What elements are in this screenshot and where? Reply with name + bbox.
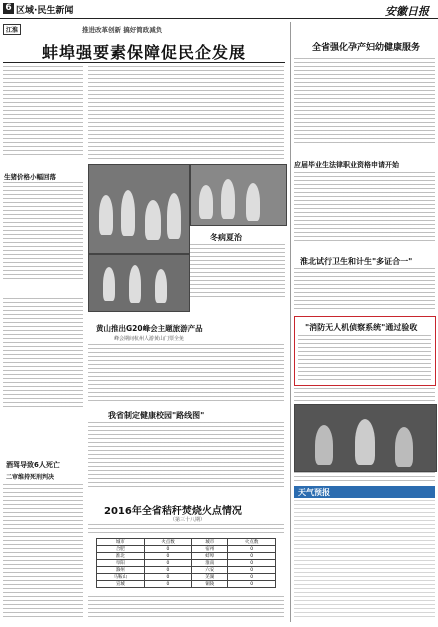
weather-title: 天气预报 xyxy=(298,488,330,497)
photo-caption xyxy=(190,244,285,300)
table-cell: 0 xyxy=(228,567,276,574)
table-cell: 蚌埠 xyxy=(192,553,228,560)
right-top-headline: 全省强化孕产妇幼健康服务 xyxy=(312,43,421,53)
table-cell: 0 xyxy=(144,567,192,574)
left-headline-3b: 二审维持死刑判决 xyxy=(6,474,55,481)
table-cell: 六安 xyxy=(192,567,228,574)
lead-headline: 蚌埠强要素保障促民企发展 xyxy=(42,43,247,62)
article-body xyxy=(294,268,435,312)
table-cell: 0 xyxy=(228,574,276,581)
article-body xyxy=(298,335,431,381)
article-body xyxy=(3,66,83,156)
article-body xyxy=(88,422,284,490)
table-cell: 淮南 xyxy=(192,560,228,567)
article-body xyxy=(294,58,435,146)
highlight-headline: "消防无人机侦察系统"通过验收 xyxy=(305,323,418,332)
lead-kicker: 推进改革创新 搞好简政减负 xyxy=(82,26,163,34)
table-header-row xyxy=(97,539,276,546)
newspaper-logo: 安徽日报 xyxy=(385,5,429,18)
table-cell: 宿州 xyxy=(192,546,228,553)
table-cell: 0 xyxy=(144,560,192,567)
table-cell: 宣城 xyxy=(97,581,145,588)
table-cell: 淮北 xyxy=(97,553,145,560)
article-body xyxy=(88,524,284,534)
article-body xyxy=(3,484,83,620)
table-cell: 铜陵 xyxy=(192,581,228,588)
straw-fire-table xyxy=(96,538,276,588)
table-cell: 阜阳 xyxy=(97,560,145,567)
straw-headline: 2016年全省秸秆焚烧火点情况 xyxy=(104,506,242,517)
table-row xyxy=(97,581,276,588)
left-headline-3: 酒驾导致6人死亡 xyxy=(6,461,60,469)
table-row xyxy=(97,546,276,553)
article-body xyxy=(3,298,83,408)
table-cell: 滁州 xyxy=(97,567,145,574)
tour-headline: 黄山推出G20峰会主题旅游产品 xyxy=(96,324,203,333)
article-body xyxy=(88,344,284,404)
right-headline-train: 应届毕业生法律职业资格申请开始 xyxy=(294,161,399,169)
campus-headline: 我省制定健康校园"路线图" xyxy=(108,411,205,420)
table-cell: 马鞍山 xyxy=(97,574,145,581)
table-cell: 0 xyxy=(228,546,276,553)
news-photo xyxy=(88,164,190,254)
table-row xyxy=(97,567,276,574)
column-divider xyxy=(290,22,291,622)
table-cell: 0 xyxy=(228,581,276,588)
straw-subhead: （第三十八期） xyxy=(170,517,206,523)
page-number: 6 xyxy=(3,3,14,14)
tour-subhead: 峰会期间杭州人游黄山门票全免 xyxy=(114,336,185,342)
table-cell: 0 xyxy=(144,574,192,581)
table-cell: 芜湖 xyxy=(192,574,228,581)
section-title: 区域·民生新闻 xyxy=(16,6,74,16)
table-cell: 0 xyxy=(228,560,276,567)
article-body xyxy=(88,596,284,620)
left-headline-1: 生猪价格小幅回落 xyxy=(4,173,56,181)
article-body xyxy=(294,388,435,402)
column-header: 城市 xyxy=(97,539,145,546)
table-row xyxy=(97,560,276,567)
news-photo xyxy=(88,254,190,312)
column-header: 火点数 xyxy=(228,539,276,546)
article-body xyxy=(294,172,435,242)
photo-caption xyxy=(294,472,435,482)
weather-table xyxy=(294,500,435,620)
divider xyxy=(3,62,285,63)
table-cell: 0 xyxy=(144,581,192,588)
table-row xyxy=(97,574,276,581)
column-header: 火点数 xyxy=(144,539,192,546)
table-cell: 0 xyxy=(144,546,192,553)
right-headline-health: 淮北试行卫生和计生"多证合一" xyxy=(300,257,413,266)
table-cell: 0 xyxy=(144,553,192,560)
article-body xyxy=(3,182,83,282)
column-tag: 江淮 xyxy=(3,24,21,35)
table-cell: 合肥 xyxy=(97,546,145,553)
column-header: 城市 xyxy=(192,539,228,546)
photo-caption-title: 冬病夏治 xyxy=(210,233,242,242)
table-cell: 0 xyxy=(228,553,276,560)
news-photo xyxy=(190,164,287,226)
table-row xyxy=(97,553,276,560)
article-body xyxy=(88,66,284,162)
news-photo xyxy=(294,404,437,472)
